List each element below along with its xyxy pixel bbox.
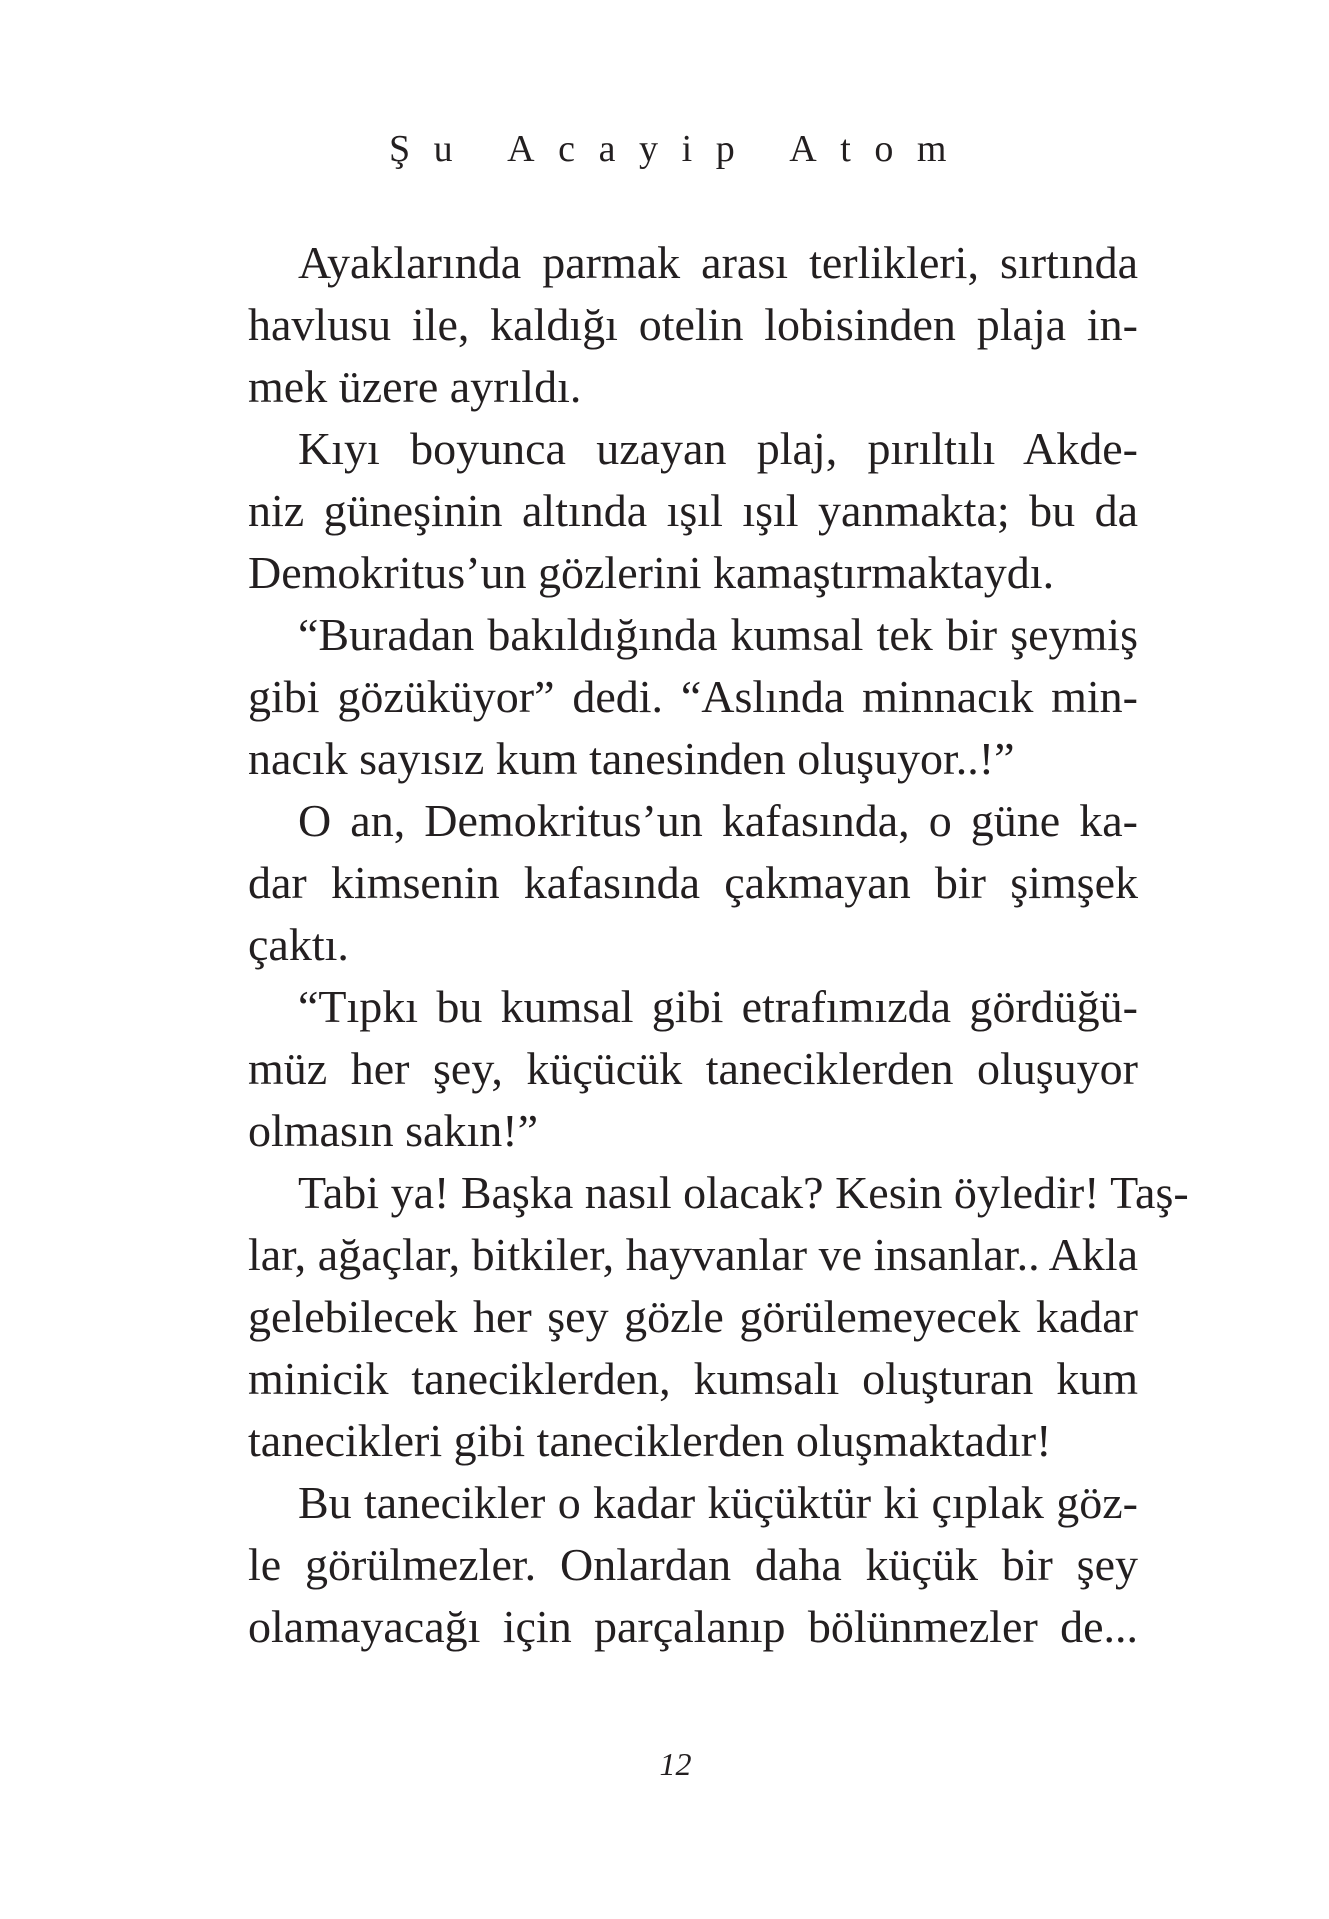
text-line: tanecikleri gibi taneciklerden oluşmaktadır! [248,1415,1052,1466]
text-line: Kıyı boyunca uzayan plaj, pırıltılı Akde- [298,423,1138,474]
text-line: mek üzere ayrıldı. [248,361,582,412]
text-line: “Tıpkı bu kumsal gibi etrafımızda gördüğü- [298,981,1138,1032]
text-line: le görülmezler. Onlardan daha küçük bir şey [248,1539,1138,1590]
text-line: olamayacağı için parçalanıp bölünmezler de... [248,1601,1138,1652]
text-line: Demokritus’un gözlerini kamaştırmaktaydı. [248,547,1055,598]
text-line: çaktı. [248,919,349,970]
text-line: lar, ağaçlar, bitkiler, hayvanlar ve insanlar.. Akla [248,1229,1138,1280]
text-line: Tabi ya! Başka nasıl olacak? Kesin öyledir! Taş- [298,1167,1189,1218]
text-line: nacık sayısız kum tanesinden oluşuyor..!” [248,733,1015,784]
text-line: niz güneşinin altında ışıl ışıl yanmakta; bu da [248,485,1138,536]
text-line: O an, Demokritus’un kafasında, o güne ka- [298,795,1138,846]
page-number: 12 [659,1746,692,1782]
text-line: gibi gözüküyor” dedi. “Aslında minnacık min- [248,671,1138,722]
text-line: olmasın sakın!” [248,1105,538,1156]
text-line: Ayaklarında parmak arası terlikleri, sırtında [298,237,1138,288]
text-line: gelebilecek her şey gözle görülemeyecek kadar [248,1291,1138,1342]
text-line: havlusu ile, kaldığı otelin lobisinden plaja in- [248,299,1138,350]
text-line: müz her şey, küçücük taneciklerden oluşuyor [248,1043,1138,1094]
running-header-title: Şu Acayip Atom [388,128,971,170]
text-line: dar kimsenin kafasında çakmayan bir şimşek [248,857,1138,908]
text-line: Bu tanecikler o kadar küçüktür ki çıplak göz- [298,1477,1138,1528]
text-line: “Buradan bakıldığında kumsal tek bir şeymiş [298,609,1138,660]
text-line: minicik taneciklerden, kumsalı oluşturan kum [248,1353,1138,1404]
body-text [248,232,1189,1658]
